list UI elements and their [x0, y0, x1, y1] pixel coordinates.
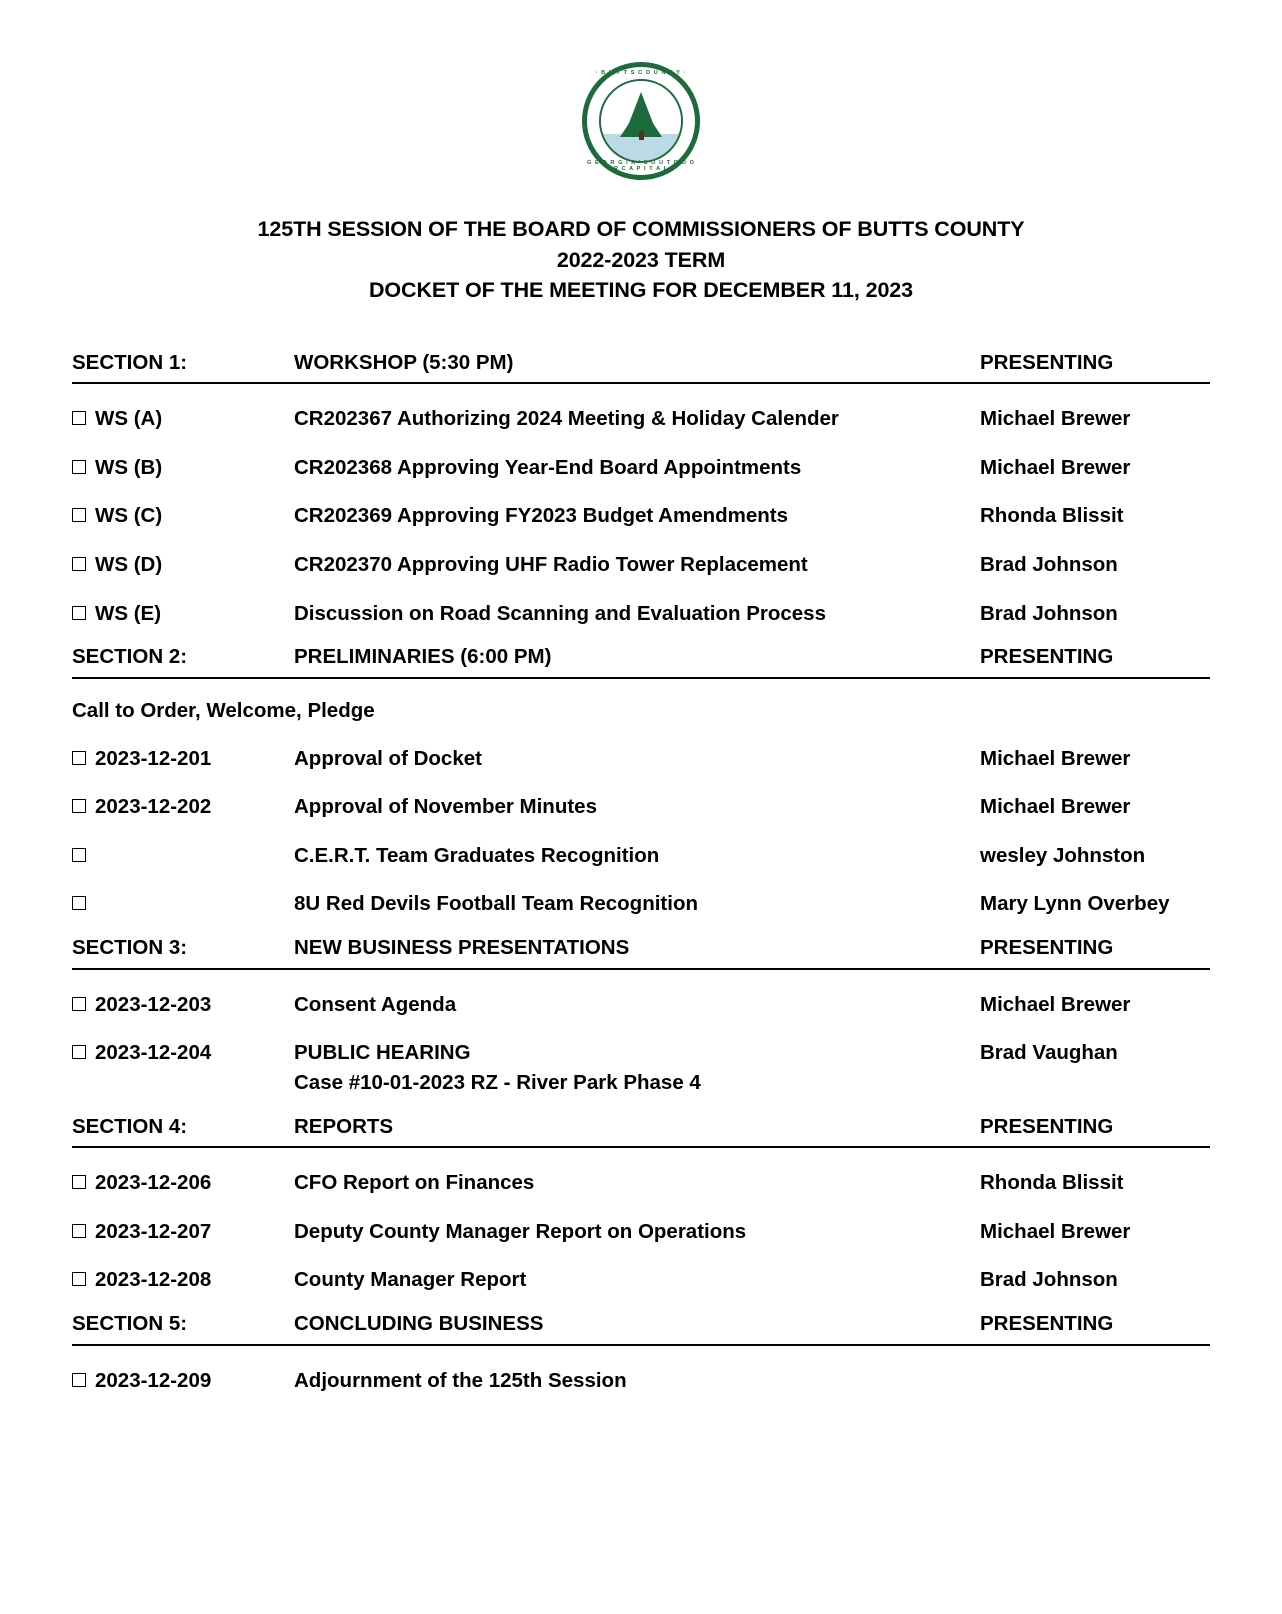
docket-table — [72, 350, 1210, 1396]
section-header — [72, 644, 1210, 679]
presenting-header: PRESENTING — [980, 1312, 1114, 1336]
section-header — [72, 935, 1210, 970]
section-heading: PRELIMINARIES (6:00 PM) — [294, 645, 552, 669]
checkbox-icon[interactable] — [72, 896, 86, 910]
row-description: Consent Agenda — [294, 992, 457, 1016]
row-id: 2023-12-203 — [95, 992, 212, 1016]
checkbox-icon[interactable] — [72, 799, 86, 813]
row-presenter: Mary Lynn Overbey — [980, 892, 1170, 916]
row-description: Adjournment of the 125th Session — [294, 1368, 627, 1392]
checkbox-icon[interactable] — [72, 411, 86, 425]
seal-container — [0, 0, 1282, 180]
row-id: WS (D) — [95, 553, 163, 577]
section-heading: WORKSHOP (5:30 PM) — [294, 350, 514, 374]
row-id: 2023-12-201 — [95, 746, 212, 770]
row-id: WS (A) — [95, 407, 163, 431]
row-id: 2023-12-209 — [95, 1368, 212, 1392]
row-presenter: Brad Johnson — [980, 553, 1118, 577]
row-description: 8U Red Devils Football Team Recognition — [294, 892, 698, 916]
table-row[interactable] — [72, 434, 1210, 483]
butts-county-seal-icon — [582, 62, 700, 180]
section-label: SECTION 3: — [72, 936, 188, 960]
table-row[interactable] — [72, 773, 1210, 822]
checkbox-icon[interactable] — [72, 1045, 86, 1059]
checkbox-icon[interactable] — [72, 557, 86, 571]
section-label: SECTION 2: — [72, 645, 188, 669]
section-label: SECTION 1: — [72, 350, 188, 374]
row-id-cell — [72, 891, 294, 910]
call-to-order-text: Call to Order, Welcome, Pledge — [72, 698, 375, 722]
seal-inner — [599, 79, 683, 163]
row-id: 2023-12-207 — [95, 1219, 212, 1243]
section-label: SECTION 5: — [72, 1312, 188, 1336]
row-id-cell — [72, 1170, 294, 1196]
row-id: 2023-12-206 — [95, 1171, 212, 1195]
row-id: 2023-12-202 — [95, 795, 212, 819]
row-presenter: Rhonda Blissit — [980, 504, 1124, 528]
row-description: Deputy County Manager Report on Operations — [294, 1219, 747, 1243]
row-description: C.E.R.T. Team Graduates Recognition — [294, 843, 660, 867]
checkbox-icon[interactable] — [72, 1175, 86, 1189]
row-description: CR202367 Authorizing 2024 Meeting & Holiday Calender — [294, 407, 839, 431]
table-row[interactable] — [72, 725, 1210, 774]
checkbox-icon[interactable] — [72, 1224, 86, 1238]
section-heading: REPORTS — [294, 1114, 394, 1138]
row-description: CR202369 Approving FY2023 Budget Amendments — [294, 504, 789, 528]
row-id-cell — [72, 1368, 294, 1394]
row-id: 2023-12-204 — [95, 1041, 212, 1065]
table-row[interactable] — [72, 580, 1210, 629]
row-description: CFO Report on Finances — [294, 1171, 535, 1195]
seal-text-bottom: G E O R G I A ' S O U T D O O R C A P I T A L — [587, 160, 695, 172]
checkbox-icon[interactable] — [72, 1373, 86, 1387]
row-presenter: Michael Brewer — [980, 1219, 1131, 1243]
row-presenter: Brad Johnson — [980, 601, 1118, 625]
row-description: County Manager Report — [294, 1268, 527, 1292]
row-id-cell — [72, 601, 294, 627]
row-id-cell — [72, 503, 294, 529]
row-description: Approval of Docket — [294, 746, 482, 770]
presenting-header: PRESENTING — [980, 350, 1114, 374]
row-id-cell — [72, 1040, 294, 1066]
row-presenter: Michael Brewer — [980, 992, 1131, 1016]
seal-tree-trunk — [639, 131, 644, 140]
row-description: Approval of November Minutes — [294, 795, 597, 819]
row-description-line2: Case #10-01-2023 RZ - River Park Phase 4 — [294, 1070, 701, 1094]
row-id-cell — [72, 1219, 294, 1245]
call-to-order-row — [72, 679, 1210, 725]
section-header — [72, 350, 1210, 385]
row-id-cell — [72, 992, 294, 1018]
row-id-cell — [72, 746, 294, 772]
row-id: WS (C) — [95, 504, 163, 528]
row-description: PUBLIC HEARING — [294, 1041, 471, 1065]
section-heading: CONCLUDING BUSINESS — [294, 1312, 544, 1336]
section-header — [72, 1114, 1210, 1149]
title-line-3: DOCKET OF THE MEETING FOR DECEMBER 11, 2023 — [368, 278, 914, 303]
presenting-header: PRESENTING — [980, 1114, 1114, 1138]
row-id: WS (B) — [95, 455, 163, 479]
checkbox-icon[interactable] — [72, 1272, 86, 1286]
row-description: CR202370 Approving UHF Radio Tower Replacement — [294, 553, 808, 577]
title-line-2: 2022-2023 TERM — [556, 247, 726, 272]
row-id-cell — [72, 794, 294, 820]
row-id: 2023-12-208 — [95, 1268, 212, 1292]
title-line-1: 125TH SESSION OF THE BOARD OF COMMISSIONERS OF BUTTS COUNTY — [257, 217, 1025, 241]
table-row[interactable] — [72, 1346, 1210, 1396]
row-presenter: Brad Vaughan — [980, 1041, 1118, 1065]
seal-text-top: · B U T T S C O U N T Y · — [595, 70, 687, 76]
table-row[interactable] — [72, 1246, 1210, 1295]
row-description: Discussion on Road Scanning and Evaluation Process — [294, 601, 826, 625]
table-row[interactable] — [72, 1198, 1210, 1247]
checkbox-icon[interactable] — [72, 751, 86, 765]
row-id-cell — [72, 455, 294, 481]
row-id-cell — [72, 1267, 294, 1293]
row-id-cell — [72, 406, 294, 432]
row-presenter: Brad Johnson — [980, 1268, 1118, 1292]
row-description-cell — [294, 1040, 980, 1095]
row-presenter: Michael Brewer — [980, 795, 1131, 819]
checkbox-icon[interactable] — [72, 606, 86, 620]
table-row[interactable] — [72, 870, 1210, 919]
table-row[interactable] — [72, 384, 1210, 434]
section-header — [72, 1311, 1210, 1346]
presenting-header: PRESENTING — [980, 645, 1114, 669]
row-presenter: Michael Brewer — [980, 407, 1131, 431]
row-id-cell — [72, 552, 294, 578]
checkbox-icon[interactable] — [72, 460, 86, 474]
row-presenter: Rhonda Blissit — [980, 1171, 1124, 1195]
presenting-header: PRESENTING — [980, 936, 1114, 960]
section-label: SECTION 4: — [72, 1114, 188, 1138]
table-row[interactable] — [72, 482, 1210, 531]
section-heading: NEW BUSINESS PRESENTATIONS — [294, 936, 630, 960]
row-description: CR202368 Approving Year-End Board Appointments — [294, 455, 802, 479]
checkbox-icon[interactable] — [72, 508, 86, 522]
row-id: WS (E) — [95, 601, 162, 625]
row-presenter: Michael Brewer — [980, 746, 1131, 770]
row-id-cell — [72, 843, 294, 862]
page-title — [0, 214, 1282, 306]
table-row[interactable] — [72, 1148, 1210, 1198]
checkbox-icon[interactable] — [72, 997, 86, 1011]
table-row[interactable] — [72, 822, 1210, 871]
table-row[interactable] — [72, 970, 1210, 1020]
row-presenter: wesley Johnston — [980, 843, 1146, 867]
checkbox-icon[interactable] — [72, 848, 86, 862]
table-row[interactable] — [72, 1019, 1210, 1097]
row-presenter: Michael Brewer — [980, 455, 1131, 479]
table-row[interactable] — [72, 531, 1210, 580]
